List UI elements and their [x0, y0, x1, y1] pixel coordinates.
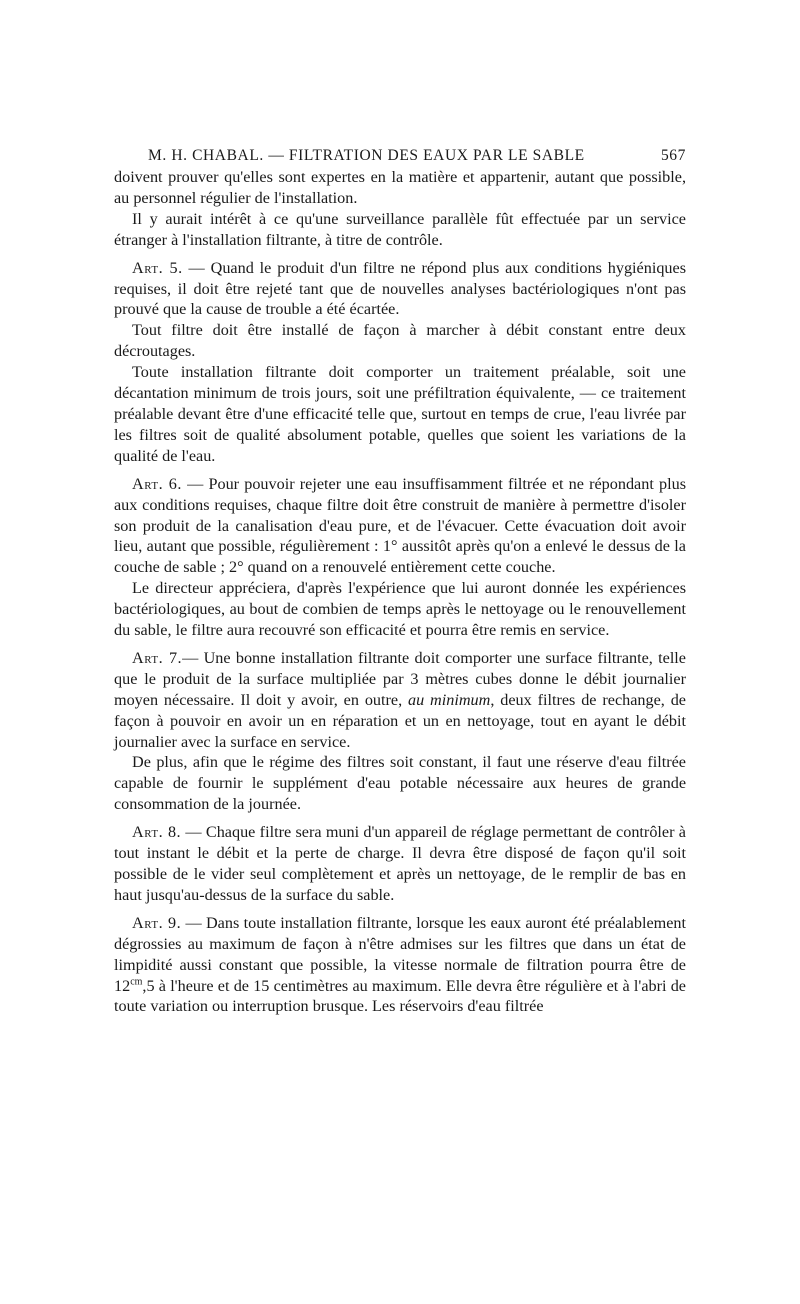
article-9 — [114, 913, 686, 1018]
article-8 — [114, 822, 686, 906]
superscript: cm — [130, 976, 143, 988]
paragraph: Le directeur appréciera, d'après l'expérience que lui auront donnée les expériences bactériologiques, au bout de combien de temps après le nettoyage ou le renouvellement du sable, le filtre aura recouvré son efficacité et pourra être remis en service. — [114, 579, 686, 640]
article-label: Art. 9. — [132, 913, 182, 932]
article-text: — Quand le produit d'un filtre ne répond plus aux conditions hygiéniques requises, il doit être rejeté tant que de nouvelles analyses bactériologiques n'ont pas prouvé que la cause de trouble a été écartée. — [114, 258, 687, 319]
article-5 — [114, 258, 686, 321]
paragraph: Il y aurait intérêt à ce qu'une surveillance parallèle fût effectuée par un service étranger à l'installation filtrante, à titre de contrôle. — [114, 209, 686, 249]
paragraph: Tout filtre doit être installé de façon à marcher à débit constant entre deux décroutages. — [114, 321, 686, 361]
article-label: Art. 6. — [132, 474, 182, 493]
article-text: ,5 à l'heure et de 15 centimètres au maximum. Elle devra être régulière et à l'abri de toute variation ou interruption brusque. Les réservoirs d'eau filtrée — [114, 976, 686, 1016]
running-header — [114, 146, 686, 166]
running-title: M. H. CHABAL. — FILTRATION DES EAUX PAR LE SABLE — [148, 147, 585, 164]
article-7 — [114, 648, 686, 753]
paragraph: Toute installation filtrante doit comporter un traitement préalable, soit une décantation minimum de trois jours, soit une préfiltration équivalente, — ce traitement préalable devant être d'une efficacité telle que, surtout en temps de crue, l'eau livrée par les filtres soit de qualité absolument potable, quelles que soient les variations de la qualité de l'eau. — [114, 363, 686, 465]
article-label: Art. 8. — [132, 823, 182, 842]
page-number: 567 — [660, 147, 686, 164]
article-text: — Une bonne installation filtrante doit comporter une surface filtrante, telle que le produit de la surface multipliée par 3 mètres cubes donne le débit journalier moyen nécessaire. Il doit y avoir, en outre, — [114, 648, 686, 709]
article-text: , deux filtres de rechange, de façon à pouvoir en avoir un en réparation et un en nettoyage, tout en ayant le débit journalier avec la surface en service. — [114, 690, 686, 751]
article-label: Art. 5. — [132, 258, 183, 277]
article-text: — Dans toute installation filtrante, lorsque les eaux auront été préalablement dégrossies au maximum de façon à n'être admises sur les filtres que dans un état de limpidité aussi constant que possible, la vitesse normale de filtration pourra être de 12 — [114, 913, 686, 995]
paragraph: doivent prouver qu'elles sont expertes en la matière et appartenir, autant que possible, au personnel régulier de l'installation. — [114, 168, 686, 207]
article-label: Art. 7. — [132, 648, 183, 667]
emphasis: au minimum — [408, 690, 491, 709]
article-text: — Chaque filtre sera muni d'un appareil de réglage permettant de contrôler à tout instant le débit et la perte de charge. Il devra être disposé de façon qu'il soit possible de le vider seul complètement et après un nettoyage, de le remplir de bas en haut jusqu'au-dessus de la surface du sable. — [114, 823, 686, 904]
paragraph: De plus, afin que le régime des filtres soit constant, il faut une réserve d'eau filtrée capable de fournir le supplément d'eau potable nécessaire aux heures de grande consommation de la journée. — [114, 753, 686, 814]
article-6 — [114, 474, 686, 579]
article-text: — Pour pouvoir rejeter une eau insuffisamment filtrée et ne répondant plus aux conditions requises, chaque filtre doit être construit de manière à permettre d'isoler son produit de la canalisation d'eau pure, et de l'évacuer. Cette évacuation doit avoir lieu, autant que possible, régulièrement : 1° aussitôt après qu'on a enlevé le dessus de la couche de sable ; 2° quand on a renouvelé entièrement cette couche. — [114, 474, 686, 577]
page — [114, 146, 686, 1017]
